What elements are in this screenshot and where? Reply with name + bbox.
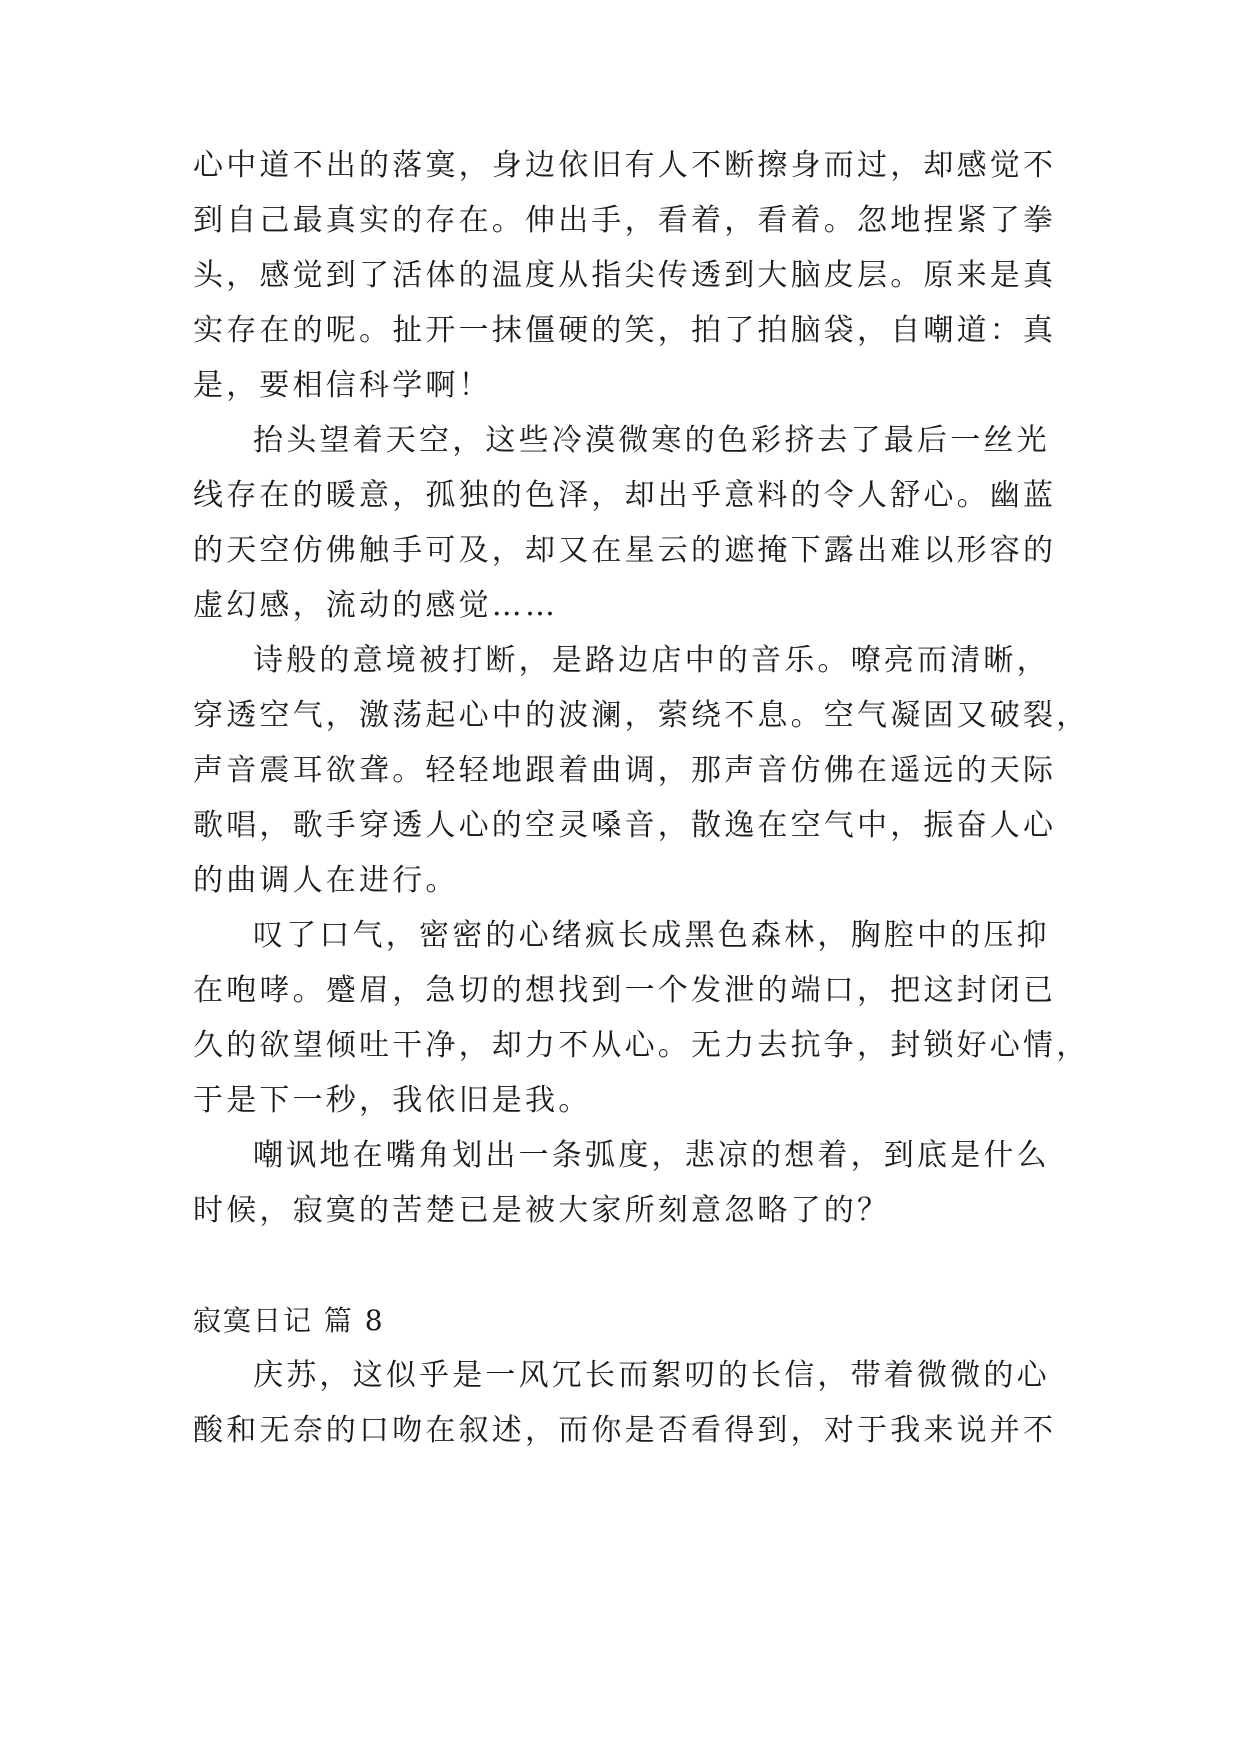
text-line: 心中道不出的落寞，身边依旧有人不断擦身而过，却感觉不 — [193, 148, 1057, 183]
text-line: 到自己最真实的存在。伸出手，看着，看着。忽地捏紧了拳 — [193, 203, 1057, 238]
text-line: 在咆哮。蹙眉，急切的想找到一个发泄的端口，把这封闭已 — [193, 973, 1057, 1008]
text-line: 穿透空气，激荡起心中的波澜，萦绕不息。空气凝固又破裂， — [193, 698, 1090, 733]
section-heading: 寂寞日记 篇 8 — [193, 1304, 385, 1337]
text-line: 的天空仿佛触手可及，却又在星云的遮掩下露出难以形容的 — [193, 533, 1057, 568]
paragraph-start-line: 诗般的意境被打断，是路边店中的音乐。嘹亮而清晰， — [253, 643, 1050, 678]
text-line: 实存在的呢。扯开一抹僵硬的笑，拍了拍脑袋，自嘲道：真 — [193, 313, 1057, 348]
text-line: 时候，寂寞的苦楚已是被大家所刻意忽略了的？ — [193, 1193, 891, 1228]
text-line: 是，要相信科学啊！ — [193, 368, 492, 403]
paragraph-start-line: 庆苏，这似乎是一风冗长而絮叨的长信，带着微微的心 — [253, 1358, 1050, 1393]
text-line: 虚幻感，流动的感觉…… — [193, 588, 559, 623]
text-line: 头，感觉到了活体的温度从指尖传透到大脑皮层。原来是真 — [193, 258, 1057, 293]
text-line: 酸和无奈的口吻在叙述，而你是否看得到，对于我来说并不 — [193, 1413, 1057, 1448]
paragraph-start-line: 叹了口气，密密的心绪疯长成黑色森林，胸腔中的压抑 — [253, 918, 1050, 953]
text-line: 线存在的暖意，孤独的色泽，却出乎意料的令人舒心。幽蓝 — [193, 478, 1057, 513]
paragraph-start-line: 抬头望着天空，这些冷漠微寒的色彩挤去了最后一丝光 — [253, 423, 1050, 458]
paragraph-start-line: 嘲讽地在嘴角划出一条弧度，悲凉的想着，到底是什么 — [253, 1138, 1050, 1173]
text-line: 久的欲望倾吐干净，却力不从心。无力去抗争，封锁好心情， — [193, 1028, 1090, 1063]
text-line: 歌唱，歌手穿透人心的空灵嗓音，散逸在空气中，振奋人心 — [193, 808, 1057, 843]
text-line: 于是下一秒，我依旧是我。 — [193, 1083, 592, 1118]
text-line: 声音震耳欲聋。轻轻地跟着曲调，那声音仿佛在遥远的天际 — [193, 753, 1057, 788]
text-line: 的曲调人在进行。 — [193, 863, 459, 898]
